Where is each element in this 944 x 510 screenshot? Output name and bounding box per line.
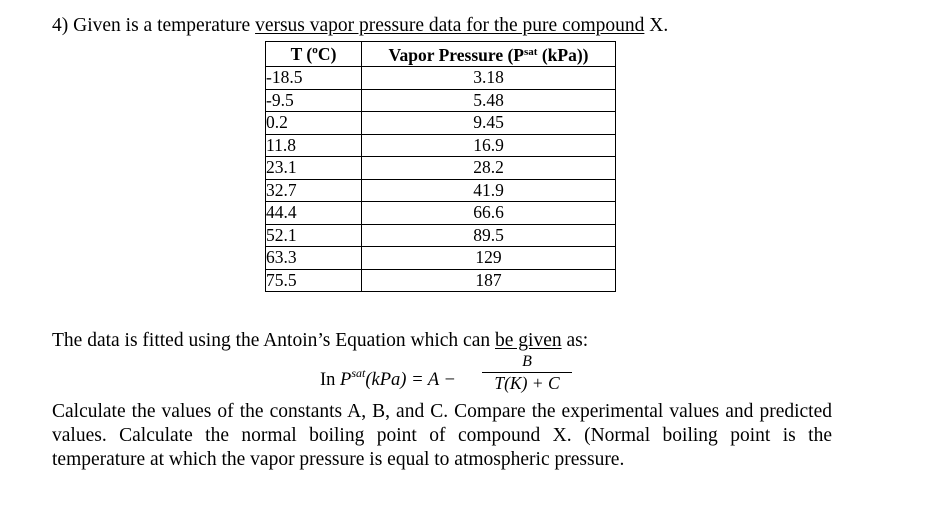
- cell-pressure: 89.5: [362, 224, 616, 247]
- cell-temperature: 63.3: [266, 247, 362, 270]
- cell-pressure: 16.9: [362, 134, 616, 157]
- equation-lhs: [320, 366, 456, 391]
- cell-pressure: 5.48: [362, 89, 616, 112]
- question-lead-suffix: X.: [644, 15, 669, 36]
- table-row: [266, 157, 616, 180]
- equation-sat: sat: [351, 366, 366, 380]
- cell-pressure: 129: [362, 247, 616, 270]
- table-row: [266, 112, 616, 135]
- fit-text-underlined: be given: [495, 330, 562, 351]
- table-row: [266, 202, 616, 225]
- cell-pressure: 41.9: [362, 179, 616, 202]
- table-row: [266, 67, 616, 90]
- cell-temperature: -9.5: [266, 89, 362, 112]
- paragraph-line: Calculate the values of the constants A, B, and C. Compare the experimental values and predicted: [52, 401, 832, 422]
- cell-temperature: 75.5: [266, 269, 362, 292]
- cell-temperature: 11.8: [266, 134, 362, 157]
- table-header-row: [266, 42, 616, 67]
- equation-numerator: B: [522, 353, 532, 370]
- table-row: [266, 269, 616, 292]
- equation-unit: (kPa) = A −: [365, 370, 456, 390]
- table-row: [266, 224, 616, 247]
- question-lead-underlined: versus vapor pressure data for the pure compound: [255, 15, 645, 36]
- cell-temperature: 23.1: [266, 157, 362, 180]
- vapor-pressure-table: [265, 41, 616, 292]
- cell-temperature: 0.2: [266, 112, 362, 135]
- header-pressure-prefix: Vapor Pressure (P: [388, 45, 524, 65]
- cell-pressure: 66.6: [362, 202, 616, 225]
- equation-denominator: T(K) + C: [494, 373, 560, 393]
- equation-ln: In: [320, 370, 341, 390]
- header-vapor-pressure: [362, 42, 616, 67]
- fit-text-suffix: as:: [561, 330, 589, 351]
- cell-temperature: -18.5: [266, 67, 362, 90]
- equation-intro-text: [52, 329, 588, 353]
- cell-pressure: 28.2: [362, 157, 616, 180]
- cell-pressure: 187: [362, 269, 616, 292]
- header-pressure-suffix: (kPa)): [537, 45, 589, 65]
- task-paragraph: [52, 400, 832, 472]
- table-row: [266, 247, 616, 270]
- header-pressure-sup: sat: [523, 46, 538, 58]
- equation-fraction: [480, 352, 574, 394]
- equation-p: P: [340, 370, 352, 390]
- header-temperature: T (ºC): [266, 42, 362, 67]
- table-row: [266, 134, 616, 157]
- table-row: [266, 179, 616, 202]
- fit-text-prefix: The data is fitted using the Antoin’s Equation which can: [52, 330, 495, 351]
- paragraph-line: values. Calculate the normal boiling point of compound X. (Normal boiling point is the: [52, 425, 832, 446]
- cell-temperature: 52.1: [266, 224, 362, 247]
- question-title: [52, 14, 668, 38]
- table-row: [266, 89, 616, 112]
- cell-pressure: 9.45: [362, 112, 616, 135]
- paragraph-line: temperature at which the vapor pressure is equal to atmospheric pressure.: [52, 449, 625, 470]
- cell-temperature: 44.4: [266, 202, 362, 225]
- cell-temperature: 32.7: [266, 179, 362, 202]
- question-lead-prefix: Given is a temperature: [73, 15, 256, 36]
- question-number: 4): [52, 15, 69, 36]
- cell-pressure: 3.18: [362, 67, 616, 90]
